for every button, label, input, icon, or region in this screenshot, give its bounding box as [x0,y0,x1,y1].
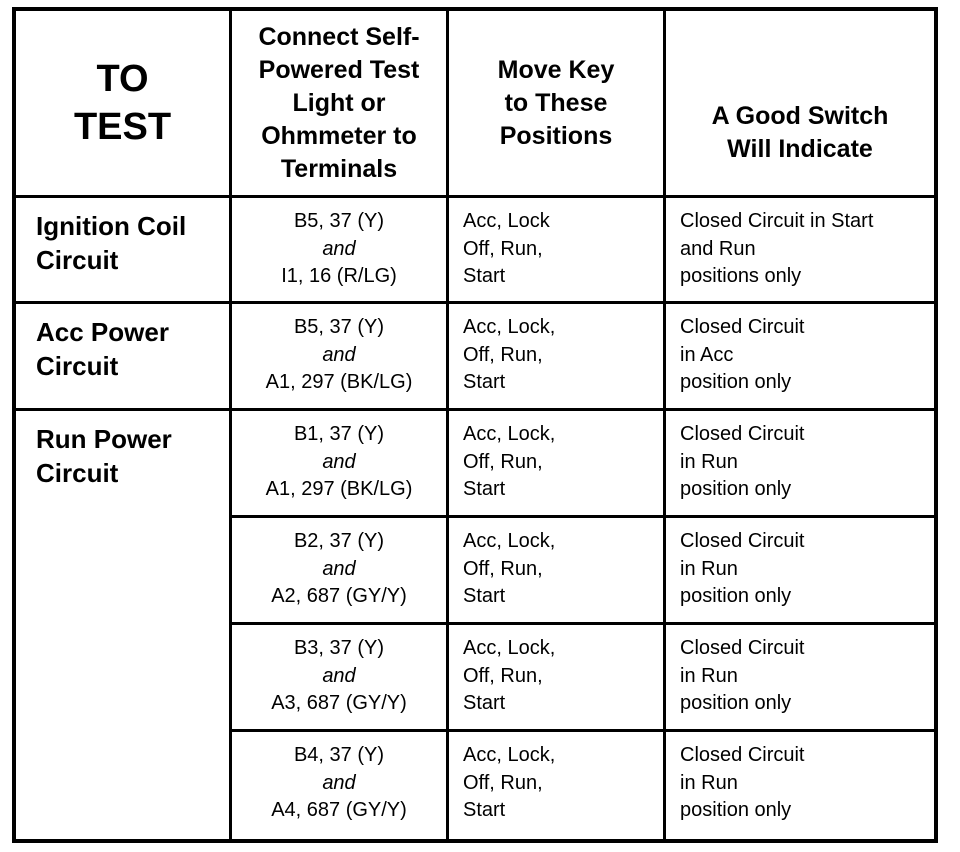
and-text: and [322,557,356,580]
test-label-line: Ignition Coil [36,211,187,241]
positions-text: Off, Run, [463,343,543,366]
terminals-cell [232,518,446,622]
indicate-cell [666,625,934,729]
terminal-text: I1, 16 (R/LG) [281,265,397,287]
and-text: and [322,664,356,687]
indicate-text: in Run [680,557,738,580]
test-acc-power-circuit [16,304,229,408]
terminal-text: A3, 687 (GY/Y) [271,692,407,714]
indicate-cell [666,518,934,622]
positions-text: Off, Run, [463,664,543,687]
positions-text: Start [463,799,506,821]
header-connect-line: Connect Self- [258,22,420,51]
positions-text: Acc, Lock, [463,423,556,445]
header-to-test-line: TEST [73,106,172,148]
test-label-line: Run Power [36,424,172,454]
indicate-text: in Run [680,771,738,794]
indicate-text: Closed Circuit [680,423,805,445]
test-run-power-circuit [16,411,229,839]
and-text: and [322,771,356,794]
header-connect-line: Terminals [280,154,398,183]
terminal-text: A2, 687 (GY/Y) [271,585,407,607]
positions-cell [449,304,663,408]
header-good-switch-line: A Good Switch [711,102,889,130]
positions-text: Start [463,585,506,607]
header-good-switch-line: Will Indicate [727,135,873,163]
positions-text: Acc, Lock, [463,316,556,338]
positions-text: Acc, Lock [463,210,550,232]
indicate-text: Closed Circuit [680,744,805,766]
positions-text: Start [463,371,506,393]
terminals-cell [232,732,446,839]
indicate-cell [666,304,934,408]
header-move-key-line: Positions [499,121,613,150]
positions-text: Off, Run, [463,237,543,260]
positions-text: Start [463,265,506,287]
and-text: and [322,237,356,260]
positions-text: Off, Run, [463,450,543,473]
test-label-line: Circuit [36,458,119,488]
indicate-text: Closed Circuit in Start [680,210,874,232]
positions-text: Off, Run, [463,557,543,580]
header-to-test [16,11,229,195]
indicate-text: positions only [680,265,802,287]
terminal-text: A1, 297 (BK/LG) [265,478,413,500]
indicate-text: and Run [680,237,756,260]
header-move-key [449,11,663,195]
indicate-cell [666,198,934,301]
terminal-text: B3, 37 (Y) [293,637,385,659]
terminal-text: B5, 37 (Y) [293,210,385,232]
indicate-text: in Acc [680,343,734,366]
header-move-key-line: Move Key [497,55,615,84]
positions-text: Acc, Lock, [463,637,556,659]
header-good-switch [666,11,934,195]
indicate-text: in Run [680,664,738,687]
indicate-text: Closed Circuit [680,316,805,338]
header-connect-line: Light or [292,88,386,117]
indicate-text: position only [680,478,792,500]
terminals-cell [232,625,446,729]
positions-text: Off, Run, [463,771,543,794]
indicate-text: Closed Circuit [680,530,805,552]
and-text: and [322,343,356,366]
positions-cell [449,518,663,622]
indicate-cell [666,732,934,839]
switch-test-table [12,7,938,843]
header-connect-line: Ohmmeter to [261,121,417,150]
positions-text: Start [463,478,506,500]
indicate-text: position only [680,585,792,607]
positions-cell [449,198,663,301]
test-label-line: Circuit [36,245,119,275]
terminal-text: B4, 37 (Y) [293,744,385,766]
indicate-cell [666,411,934,515]
positions-text: Acc, Lock, [463,744,556,766]
header-connect-line: Powered Test [258,55,420,84]
terminal-text: A4, 687 (GY/Y) [271,799,407,821]
header-connect-terminals [232,11,446,195]
terminal-text: B1, 37 (Y) [293,423,385,445]
indicate-text: in Run [680,450,738,473]
positions-cell [449,625,663,729]
and-text: and [322,450,356,473]
test-ignition-coil-circuit [16,198,229,301]
indicate-text: position only [680,799,792,821]
positions-cell [449,732,663,839]
header-to-test-line: TO [96,58,149,100]
header-move-key-line: to These [504,88,608,117]
indicate-text: Closed Circuit [680,637,805,659]
positions-cell [449,411,663,515]
indicate-text: position only [680,692,792,714]
positions-text: Acc, Lock, [463,530,556,552]
terminal-text: B2, 37 (Y) [293,530,385,552]
test-label-line: Circuit [36,351,119,381]
terminal-text: A1, 297 (BK/LG) [265,371,413,393]
indicate-text: position only [680,371,792,393]
terminal-text: B5, 37 (Y) [293,316,385,338]
terminals-cell [232,304,446,408]
test-label-line: Acc Power [36,317,169,347]
positions-text: Start [463,692,506,714]
terminals-cell [232,411,446,515]
terminals-cell [232,198,446,301]
